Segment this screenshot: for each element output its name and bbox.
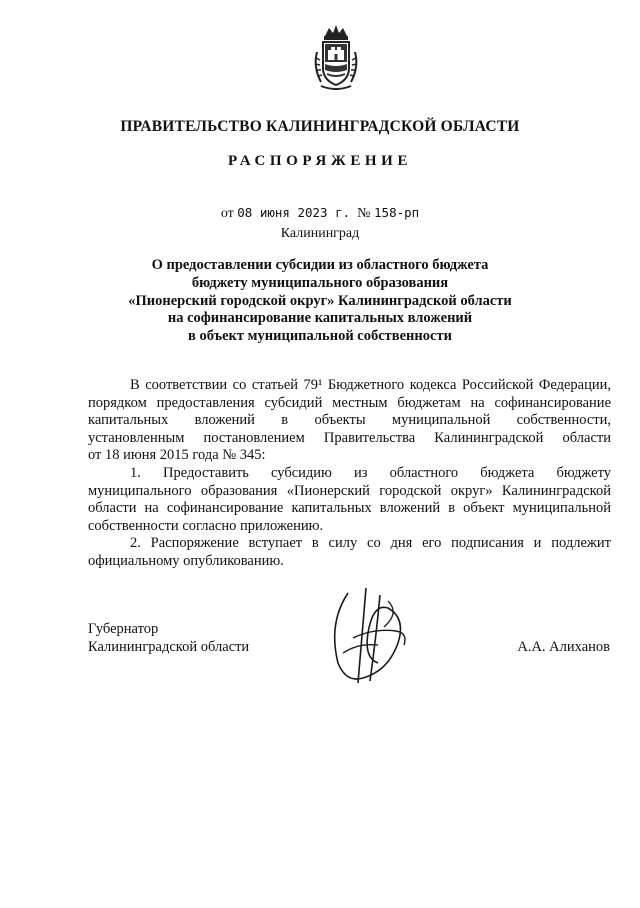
title-line: на софинансирование капитальных вложений	[167, 310, 473, 327]
body-line: от 18 июня 2015 года № 345:	[88, 447, 266, 464]
title-line: бюджету муниципального образования	[191, 274, 449, 291]
body-line: 1. Предоставить субсидию из областного бюджета бюджету	[130, 464, 611, 481]
title-line: «Пионерский городской округ» Калининградской области	[128, 292, 512, 309]
preamble	[88, 377, 611, 465]
body-line: 2. Распоряжение вступает в силу со дня его подписания и подлежит	[130, 535, 611, 552]
date-prefix: от	[220, 206, 234, 221]
document-body	[88, 377, 611, 571]
body-line: официальному опубликованию.	[88, 552, 284, 569]
item-2	[88, 535, 611, 570]
body-line: порядком предоставления субсидий местным бюджетам на софинансирование	[88, 394, 611, 411]
body-line: установленным постановлением Правительства Калининградской области	[88, 429, 611, 446]
government-heading: ПРАВИТЕЛЬСТВО КАЛИНИНГРАДСКОЙ ОБЛАСТИ	[120, 118, 520, 135]
coat-of-arms-icon	[311, 22, 361, 92]
city: Калининград	[280, 226, 360, 241]
body-line: муниципального образования «Пионерский городской округ» Калининградской	[88, 482, 611, 499]
signatory-position	[88, 620, 249, 656]
number-prefix: №	[357, 206, 371, 221]
position-line: Губернатор	[88, 621, 159, 637]
body-line: области на софинансирование капитальных вложений в объект муниципальной	[88, 500, 611, 517]
body-line: собственности согласно приложению.	[88, 517, 324, 534]
date-value: 08 июня 2023 г.	[237, 205, 351, 220]
body-line: капитальных вложений в объекты муниципальной собственности,	[88, 412, 611, 429]
title-line: в объект муниципальной собственности	[188, 328, 452, 345]
number-value: 158-рп	[374, 205, 420, 220]
document-title	[110, 257, 530, 346]
document-type: РАСПОРЯЖЕНИЕ	[227, 153, 413, 169]
handwritten-signature	[318, 583, 418, 693]
body-line: В соответствии со статьей 79¹ Бюджетного кодекса Российской Федерации,	[130, 377, 611, 393]
signatory-name: А.А. Алиханов	[517, 639, 610, 655]
date-number-line	[0, 205, 640, 222]
position-line: Калининградской области	[88, 639, 250, 655]
title-line: О предоставлении субсидии из областного бюджета	[151, 257, 489, 273]
item-1	[88, 465, 611, 535]
